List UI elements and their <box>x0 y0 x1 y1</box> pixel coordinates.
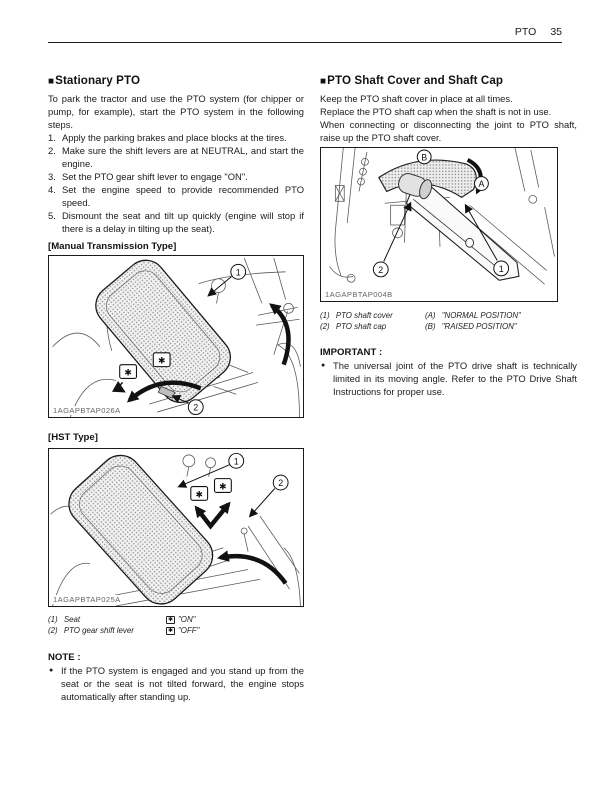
header-page-number: 35 <box>550 26 562 38</box>
legend-row-pto-lever: (2) PTO gear shift lever ✱ "OFF" <box>48 626 200 635</box>
figure-legend-left <box>48 614 304 636</box>
important-block <box>320 346 577 398</box>
callout-2 <box>250 475 288 516</box>
note-item: ● If the PTO system is engaged and you stand up from the seat or the seat is not tilted forward, the engine stops automatically after standing up. <box>49 665 304 702</box>
svg-text:B: B <box>421 152 428 163</box>
shaft-cover-para-1: Keep the PTO shaft cover in place at all times. <box>320 93 513 104</box>
svg-text:✱: ✱ <box>124 368 132 379</box>
note-block <box>48 651 304 703</box>
svg-text:1: 1 <box>498 263 504 274</box>
step-1: 1. Apply the parking brakes and place blocks at the tires. <box>48 132 287 143</box>
section-title-pto-shaft-cover: ■PTO Shaft Cover and Shaft Cap <box>320 74 504 87</box>
stationary-steps <box>48 131 304 235</box>
figure-pto-shaft-cover <box>320 147 558 302</box>
section-marker-icon: ■ <box>48 76 55 87</box>
pto-on-symbol-box <box>120 365 137 392</box>
bullet-icon: ● <box>49 667 54 674</box>
svg-text:2: 2 <box>278 478 284 489</box>
pto-shaft-cover-illustration <box>321 148 557 301</box>
figure-id-label: 1AGAPBTAP026A <box>53 406 121 415</box>
callout-B <box>417 150 431 164</box>
important-item: ● The universal joint of the PTO drive shaft is technically limited in its moving angle. Refer to the PTO Drive Shaft Instructions for proper use. <box>321 360 577 397</box>
figure-hst-type <box>48 448 304 607</box>
header-rule <box>48 42 562 43</box>
right-column <box>320 74 577 398</box>
seat-tilt-illustration-manual <box>49 256 303 417</box>
legend-off-symbol: ✱ "OFF" <box>167 626 200 635</box>
bullet-icon: ● <box>321 362 326 369</box>
svg-text:A: A <box>478 178 485 189</box>
svg-text:1: 1 <box>233 456 239 467</box>
shaft-cover-para-2: Replace the PTO shaft cap when the shaft is not in use. <box>320 106 552 117</box>
caption-hst-type: [HST Type] <box>48 432 98 443</box>
pto-off-symbol-box <box>153 353 170 367</box>
figure-legend-right <box>320 310 577 332</box>
pto-on-icon: ✱ <box>167 616 174 623</box>
step-2: 2. Make sure the shift levers are at NEUTRAL, and start the engine. <box>48 145 304 169</box>
seat-tilt-illustration-hst <box>49 449 303 606</box>
motion-arrows <box>197 504 286 583</box>
step-3: 3. Set the PTO gear shift lever to engage "ON". <box>48 171 248 182</box>
step-4: 4. Set the engine speed to provide recommended PTO speed. <box>48 184 304 208</box>
legend-raised-position: (B) "RAISED POSITION" <box>425 322 517 331</box>
legend-normal-position: (A) "NORMAL POSITION" <box>425 311 521 320</box>
figure-manual-transmission <box>48 255 304 418</box>
svg-text:2: 2 <box>378 264 384 275</box>
pto-on-symbol-box <box>191 487 208 501</box>
important-title: IMPORTANT : <box>320 347 383 358</box>
stationary-intro: To park the tractor and use the PTO system (for chipper or pump, for example), start the PTO system in the following steps. <box>48 93 304 130</box>
legend-row-cover: (1) PTO shaft cover (A) "NORMAL POSITION" <box>320 311 521 320</box>
note-title: NOTE : <box>48 652 81 663</box>
figure-id-label: 1AGAPBTAP004B <box>325 290 393 299</box>
svg-text:1: 1 <box>235 267 241 278</box>
section-marker-icon: ■ <box>320 76 327 87</box>
callout-1 <box>179 453 244 486</box>
legend-on-symbol: ✱ "ON" <box>167 615 196 624</box>
header-section: PTO <box>514 26 537 38</box>
svg-text:✱: ✱ <box>157 356 166 367</box>
callout-A <box>475 177 489 191</box>
legend-row-seat: (1) Seat ✱ "ON" <box>48 615 196 624</box>
figure-id-label: 1AGAPBTAP025A <box>53 595 121 604</box>
section-title-stationary-pto: ■Stationary PTO <box>48 74 141 87</box>
pto-off-icon: ✱ <box>167 627 174 634</box>
caption-manual-transmission: [Manual Transmission Type] <box>48 241 177 252</box>
legend-row-cap: (2) PTO shaft cap (B) "RAISED POSITION" <box>320 322 517 331</box>
left-column <box>48 74 304 703</box>
tilted-seat <box>60 449 221 606</box>
step-5: 5. Dismount the seat and tilt up quickly (engine will stop if there is a delay in tilting up the seat). <box>48 210 304 234</box>
pto-off-symbol-box <box>215 479 232 493</box>
svg-text:✱: ✱ <box>219 482 227 493</box>
svg-text:2: 2 <box>193 402 199 413</box>
page-header <box>515 27 562 38</box>
shaft-cover-para-3: When connecting or disconnecting the joint to PTO shaft, raise up the PTO shaft cover. <box>320 119 577 143</box>
svg-text:✱: ✱ <box>195 490 203 501</box>
